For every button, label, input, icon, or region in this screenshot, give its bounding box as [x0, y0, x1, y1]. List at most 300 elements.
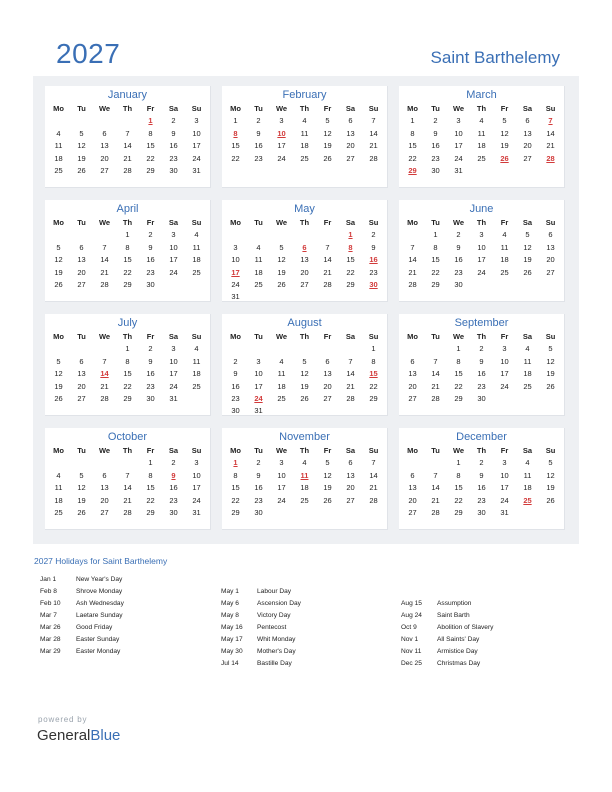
holiday-day-cell: 16	[369, 255, 378, 265]
day-cell: 20	[546, 255, 555, 265]
day-cell: 3	[194, 116, 199, 126]
day-cell: 19	[54, 381, 63, 391]
day-cell: 15	[231, 483, 240, 493]
empty-day-cell	[401, 343, 424, 355]
day-cell: 29	[369, 393, 378, 403]
day-cell: 29	[146, 507, 155, 517]
day-cell: 28	[100, 279, 109, 289]
day-cell: 5	[302, 356, 307, 366]
day-cell: 7	[433, 470, 438, 480]
day-cell: 9	[148, 356, 153, 366]
day-cell: 4	[479, 116, 484, 126]
weekday-header: Mo	[230, 104, 241, 113]
weekday-header: Mo	[53, 332, 64, 341]
holiday-date: May 8	[221, 612, 239, 619]
holiday-date: May 16	[221, 624, 243, 631]
empty-day-cell	[401, 229, 424, 241]
holiday-day-cell: 8	[348, 242, 353, 252]
holiday-day-cell: 26	[500, 153, 509, 163]
holiday-day-cell: 8	[233, 128, 238, 138]
empty-day-cell	[224, 229, 247, 241]
day-cell: 19	[546, 483, 555, 493]
empty-day-cell	[516, 507, 539, 519]
holidays-title: 2027 Holidays for Saint Barthelemy	[34, 556, 168, 566]
day-cell: 10	[192, 470, 201, 480]
weekday-header: Th	[299, 446, 310, 455]
day-cell: 8	[456, 470, 461, 480]
day-cell: 30	[431, 165, 440, 175]
empty-day-cell	[401, 457, 424, 469]
day-cell: 21	[100, 267, 109, 277]
day-cell: 9	[479, 356, 484, 366]
day-cell: 30	[454, 279, 463, 289]
day-cell: 22	[123, 381, 132, 391]
holiday-date: May 1	[221, 588, 239, 595]
weekday-header: Tu	[254, 332, 263, 341]
day-cell: 16	[146, 255, 155, 265]
day-cell: 30	[231, 406, 240, 416]
holiday-entry	[221, 634, 301, 646]
day-cell: 29	[454, 507, 463, 517]
empty-day-cell	[316, 291, 339, 303]
day-cell: 11	[192, 356, 201, 366]
holiday-name: Shrove Monday	[76, 588, 123, 595]
holiday-day-cell: 24	[254, 393, 263, 403]
day-cell: 6	[348, 116, 353, 126]
day-cell: 11	[54, 483, 63, 493]
day-cell: 16	[146, 369, 155, 379]
day-cell: 19	[77, 153, 86, 163]
day-cell: 4	[279, 356, 284, 366]
day-cell: 1	[371, 344, 376, 354]
day-cell: 5	[502, 116, 507, 126]
empty-day-cell	[316, 343, 339, 355]
empty-day-cell	[270, 229, 293, 241]
holiday-date: Aug 15	[401, 600, 422, 607]
day-cell: 12	[523, 242, 532, 252]
day-cell: 9	[171, 128, 176, 138]
day-cell: 16	[431, 141, 440, 151]
holiday-entry	[40, 574, 124, 586]
empty-day-cell	[47, 343, 70, 355]
empty-day-cell	[493, 393, 516, 405]
day-cell: 14	[431, 369, 440, 379]
weekday-header: Tu	[431, 446, 440, 455]
empty-day-cell	[270, 507, 293, 519]
day-cell: 27	[77, 279, 86, 289]
day-grid	[47, 103, 208, 177]
day-cell: 22	[123, 267, 132, 277]
country-title: Saint Barthelemy	[430, 48, 560, 67]
holiday-name: Bastille Day	[257, 660, 292, 667]
weekday-header: Th	[122, 446, 133, 455]
day-cell: 21	[546, 141, 555, 151]
day-cell: 4	[56, 470, 61, 480]
day-cell: 23	[477, 381, 486, 391]
day-cell: 29	[123, 279, 132, 289]
day-cell: 27	[300, 279, 309, 289]
day-cell: 11	[254, 255, 263, 265]
holiday-entry	[401, 610, 493, 622]
day-cell: 11	[523, 470, 532, 480]
day-cell: 21	[431, 495, 440, 505]
empty-day-cell	[293, 405, 316, 417]
day-cell: 23	[431, 153, 440, 163]
month-june	[399, 200, 565, 302]
holiday-date: Mar 26	[40, 624, 61, 631]
holiday-entry	[40, 646, 124, 658]
holiday-entry	[40, 634, 124, 646]
holiday-day-cell: 17	[231, 267, 240, 277]
day-cell: 16	[454, 255, 463, 265]
day-cell: 15	[123, 255, 132, 265]
day-cell: 9	[371, 242, 376, 252]
weekday-header: Su	[545, 446, 556, 455]
weekday-header: Sa	[168, 218, 179, 227]
holiday-entry	[221, 658, 301, 670]
empty-day-cell	[162, 279, 185, 291]
weekday-header: Sa	[168, 104, 179, 113]
day-grid	[47, 445, 208, 519]
day-cell: 2	[148, 230, 153, 240]
weekday-header: Th	[476, 332, 487, 341]
day-cell: 18	[54, 495, 63, 505]
day-cell: 27	[346, 153, 355, 163]
weekday-header: Mo	[407, 332, 418, 341]
day-cell: 20	[77, 267, 86, 277]
holiday-day-cell: 1	[148, 116, 153, 126]
day-cell: 4	[256, 242, 261, 252]
day-cell: 12	[277, 255, 286, 265]
weekday-header: Th	[476, 218, 487, 227]
weekday-header: Tu	[431, 332, 440, 341]
holiday-entry	[401, 646, 493, 658]
holiday-entry	[221, 586, 301, 598]
day-cell: 13	[346, 128, 355, 138]
weekday-header: Sa	[168, 446, 179, 455]
empty-day-cell	[293, 229, 316, 241]
day-cell: 17	[500, 369, 509, 379]
weekday-header: Su	[368, 218, 379, 227]
empty-day-cell	[539, 393, 562, 405]
day-cell: 26	[523, 267, 532, 277]
weekday-header: Mo	[53, 446, 64, 455]
day-cell: 29	[431, 279, 440, 289]
day-cell: 9	[148, 242, 153, 252]
day-cell: 13	[346, 470, 355, 480]
day-cell: 21	[408, 267, 417, 277]
day-cell: 4	[502, 230, 507, 240]
day-cell: 15	[346, 255, 355, 265]
day-cell: 12	[300, 369, 309, 379]
day-cell: 5	[325, 116, 330, 126]
empty-day-cell	[224, 343, 247, 355]
day-cell: 13	[546, 242, 555, 252]
holiday-date: May 17	[221, 636, 243, 643]
empty-day-cell	[470, 165, 493, 177]
day-cell: 22	[346, 267, 355, 277]
day-cell: 24	[500, 495, 509, 505]
day-cell: 7	[102, 356, 107, 366]
holiday-name: Labour Day	[257, 588, 292, 595]
day-cell: 21	[323, 267, 332, 277]
day-cell: 23	[254, 495, 263, 505]
holiday-entry	[401, 598, 493, 610]
day-cell: 25	[54, 507, 63, 517]
weekday-header: Sa	[522, 446, 533, 455]
holiday-day-cell: 7	[548, 116, 553, 126]
weekday-header: Su	[368, 446, 379, 455]
day-cell: 13	[77, 255, 86, 265]
day-cell: 16	[231, 381, 240, 391]
holiday-name: Christmas Day	[437, 660, 481, 667]
empty-day-cell	[293, 291, 316, 303]
empty-day-cell	[424, 457, 447, 469]
day-cell: 22	[146, 153, 155, 163]
day-cell: 9	[433, 128, 438, 138]
day-cell: 11	[523, 356, 532, 366]
day-cell: 26	[546, 381, 555, 391]
empty-day-cell	[516, 165, 539, 177]
day-cell: 23	[454, 267, 463, 277]
weekday-header: Sa	[168, 332, 179, 341]
day-cell: 18	[477, 141, 486, 151]
day-cell: 4	[302, 116, 307, 126]
weekday-header: Su	[191, 104, 202, 113]
holiday-list-column-1	[40, 574, 124, 658]
day-cell: 10	[277, 470, 286, 480]
day-cell: 7	[371, 116, 376, 126]
day-cell: 7	[325, 242, 330, 252]
holiday-day-cell: 1	[233, 458, 238, 468]
day-cell: 11	[192, 242, 201, 252]
holiday-date: Jan 1	[40, 576, 57, 583]
day-cell: 4	[194, 230, 199, 240]
day-cell: 30	[146, 279, 155, 289]
day-cell: 24	[454, 153, 463, 163]
day-grid	[47, 331, 208, 405]
weekday-header: Su	[191, 218, 202, 227]
day-cell: 17	[254, 381, 263, 391]
holiday-day-cell: 6	[302, 242, 307, 252]
empty-day-cell	[47, 457, 70, 469]
empty-day-cell	[270, 343, 293, 355]
day-cell: 2	[479, 458, 484, 468]
month-name: June	[469, 203, 494, 215]
weekday-header: Fr	[146, 446, 155, 455]
weekday-header: We	[452, 104, 465, 113]
weekday-header: Sa	[522, 332, 533, 341]
day-cell: 23	[231, 393, 240, 403]
day-cell: 2	[371, 230, 376, 240]
empty-day-cell	[185, 279, 208, 291]
day-cell: 5	[525, 230, 530, 240]
day-grid	[224, 445, 385, 519]
day-cell: 11	[477, 128, 486, 138]
day-cell: 24	[277, 153, 286, 163]
weekday-header: We	[275, 446, 288, 455]
day-cell: 3	[279, 458, 284, 468]
powered-by-label: powered by	[38, 715, 88, 724]
day-cell: 26	[77, 507, 86, 517]
day-cell: 17	[454, 141, 463, 151]
month-august	[222, 314, 388, 416]
empty-day-cell	[93, 343, 116, 355]
day-cell: 9	[479, 470, 484, 480]
day-cell: 6	[79, 242, 84, 252]
day-cell: 5	[79, 470, 84, 480]
day-cell: 25	[192, 381, 201, 391]
weekday-header: Su	[191, 332, 202, 341]
day-cell: 8	[148, 470, 153, 480]
day-cell: 8	[233, 470, 238, 480]
empty-day-cell	[293, 507, 316, 519]
weekday-header: Fr	[500, 446, 509, 455]
day-cell: 9	[233, 369, 238, 379]
day-cell: 25	[192, 267, 201, 277]
weekday-header: Mo	[407, 104, 418, 113]
weekday-header: Su	[191, 446, 202, 455]
day-cell: 2	[433, 116, 438, 126]
day-cell: 14	[546, 128, 555, 138]
holiday-entry	[221, 646, 301, 658]
day-cell: 12	[546, 470, 555, 480]
day-cell: 15	[231, 141, 240, 151]
weekday-header: Th	[122, 218, 133, 227]
day-cell: 26	[54, 279, 63, 289]
weekday-header: Th	[122, 104, 133, 113]
day-cell: 10	[500, 470, 509, 480]
weekday-header: Fr	[323, 332, 332, 341]
empty-day-cell	[539, 507, 562, 519]
weekday-header: Mo	[407, 218, 418, 227]
day-cell: 2	[148, 344, 153, 354]
day-cell: 21	[431, 381, 440, 391]
day-grid	[47, 217, 208, 291]
empty-day-cell	[270, 405, 293, 417]
weekday-header: We	[452, 332, 465, 341]
holiday-entry	[401, 658, 493, 670]
day-cell: 31	[231, 292, 240, 302]
day-cell: 27	[100, 507, 109, 517]
holiday-name: Assumption	[437, 600, 472, 607]
weekday-header: Tu	[431, 218, 440, 227]
day-cell: 15	[123, 369, 132, 379]
day-cell: 27	[323, 393, 332, 403]
day-cell: 10	[500, 356, 509, 366]
day-cell: 31	[500, 507, 509, 517]
day-cell: 14	[346, 369, 355, 379]
day-cell: 8	[410, 128, 415, 138]
day-grid	[401, 103, 562, 177]
year-title: 2027	[56, 38, 121, 69]
day-cell: 20	[100, 153, 109, 163]
day-cell: 7	[410, 242, 415, 252]
empty-day-cell	[316, 507, 339, 519]
day-cell: 4	[525, 344, 530, 354]
month-september	[399, 314, 565, 416]
day-cell: 13	[77, 369, 86, 379]
day-cell: 10	[192, 128, 201, 138]
day-cell: 3	[456, 116, 461, 126]
day-cell: 16	[477, 483, 486, 493]
day-cell: 5	[79, 128, 84, 138]
day-cell: 17	[169, 369, 178, 379]
day-cell: 10	[254, 369, 263, 379]
day-cell: 22	[408, 153, 417, 163]
generalblue-logo[interactable]	[37, 727, 120, 744]
day-cell: 18	[254, 267, 263, 277]
month-name: October	[107, 431, 148, 443]
day-cell: 22	[454, 495, 463, 505]
weekday-header: Sa	[345, 104, 356, 113]
holiday-name: Good Friday	[76, 624, 113, 631]
day-cell: 20	[300, 267, 309, 277]
weekday-header: Sa	[345, 332, 356, 341]
weekday-header: Fr	[500, 218, 509, 227]
day-cell: 7	[433, 356, 438, 366]
day-cell: 2	[171, 116, 176, 126]
weekday-header: Th	[299, 218, 310, 227]
weekday-header: Th	[299, 332, 310, 341]
day-cell: 24	[477, 267, 486, 277]
day-cell: 1	[410, 116, 415, 126]
weekday-header: Tu	[77, 332, 86, 341]
empty-day-cell	[362, 507, 385, 519]
day-cell: 22	[369, 381, 378, 391]
weekday-header: Fr	[323, 218, 332, 227]
weekday-header: Th	[476, 446, 487, 455]
day-cell: 15	[408, 141, 417, 151]
day-cell: 25	[523, 381, 532, 391]
holiday-entry	[40, 622, 124, 634]
weekday-header: Tu	[77, 218, 86, 227]
weekday-header: Th	[122, 332, 133, 341]
weekday-header: Tu	[431, 104, 440, 113]
day-cell: 2	[456, 230, 461, 240]
holiday-date: May 6	[221, 600, 239, 607]
day-cell: 22	[146, 495, 155, 505]
day-cell: 18	[300, 141, 309, 151]
day-cell: 11	[277, 369, 286, 379]
day-cell: 1	[125, 344, 130, 354]
day-cell: 24	[169, 267, 178, 277]
day-cell: 18	[54, 153, 63, 163]
day-cell: 6	[410, 470, 415, 480]
day-cell: 27	[546, 267, 555, 277]
day-grid	[401, 331, 562, 405]
holiday-entry	[401, 634, 493, 646]
day-cell: 11	[54, 141, 63, 151]
weekday-header: Tu	[77, 104, 86, 113]
empty-day-cell	[116, 457, 139, 469]
holiday-date: Dec 25	[401, 660, 422, 667]
day-cell: 4	[194, 344, 199, 354]
day-cell: 26	[323, 153, 332, 163]
day-cell: 14	[123, 483, 132, 493]
holiday-day-cell: 9	[171, 470, 176, 480]
day-cell: 25	[277, 393, 286, 403]
month-grid	[45, 86, 565, 530]
weekday-header: We	[452, 218, 465, 227]
weekday-header: Th	[299, 104, 310, 113]
day-cell: 9	[256, 128, 261, 138]
holiday-day-cell: 30	[369, 279, 378, 289]
day-cell: 11	[300, 128, 309, 138]
holiday-day-cell: 28	[546, 153, 555, 163]
day-cell: 20	[346, 141, 355, 151]
month-november	[222, 428, 388, 530]
